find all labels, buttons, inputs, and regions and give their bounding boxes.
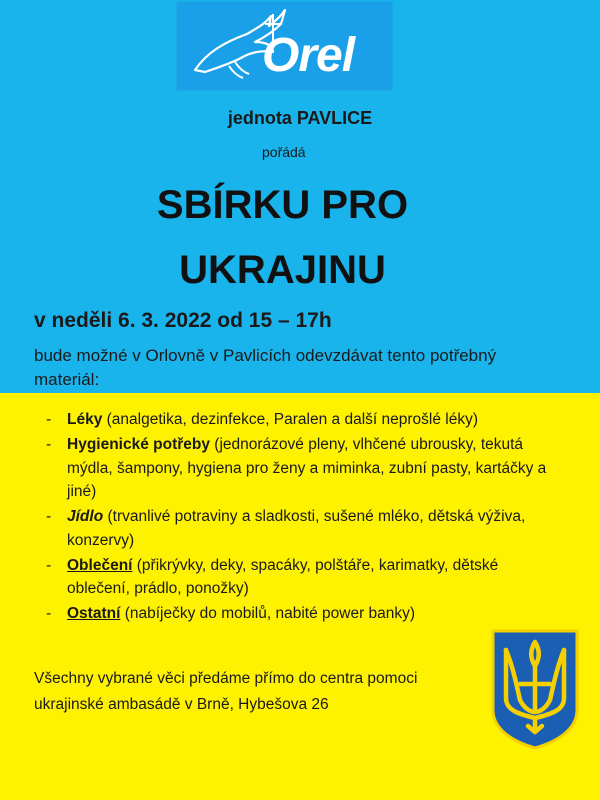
item-text: (jednorázové pleny, vlhčené ubrousky, tekutá mýdla, šampony, hygiena pro ženy a miminka, zubní pasty, kartáčky a jiné) xyxy=(67,436,547,500)
item-text: (analgetika, dezinfekce, Paralen a další neprošlé léky) xyxy=(102,411,478,428)
logo-text: Orel xyxy=(262,29,355,82)
item-text: (přikrývky, deky, spacáky, polštáře, karimatky, dětské oblečení, prádlo, ponožky) xyxy=(67,556,499,597)
list-item: - Jídlo (trvanlivé potraviny a sladkosti, sušené mléko, dětská výživa, konzervy) xyxy=(46,508,526,549)
event-date: v neděli 6. 3. 2022 od 15 – 17h xyxy=(34,309,332,332)
list-item: - Hygienické potřeby (jednorázové pleny, vlhčené ubrousky, tekutá mýdla, šampony, hygiena pro ženy a miminka, zubní pasty, kartáčky a jiné) xyxy=(46,436,547,500)
organizes-label: pořádá xyxy=(262,144,306,160)
intro-text: bude možné v Orlovně v Pavlicích odevzdávat tento potřebný materiál: xyxy=(34,346,497,389)
item-label: Jídlo xyxy=(67,508,104,525)
orel-logo xyxy=(177,2,392,90)
closing-text: Všechny vybrané věci předáme přímo do centra pomoci ukrajinské ambasádě v Brně, Hybešova 26 xyxy=(34,670,418,713)
item-label: Hygienické potřeby xyxy=(67,436,210,453)
list-item: - Oblečení (přikrývky, deky, spacáky, polštáře, karimatky, dětské oblečení, prádlo, ponožky) xyxy=(46,556,499,597)
donation-list xyxy=(34,408,554,627)
item-label: Léky xyxy=(67,411,103,428)
headline-line-1: SBÍRKU PRO xyxy=(156,183,409,227)
item-label: Oblečení xyxy=(67,556,133,574)
list-item: - Ostatní (nabíječky do mobilů, nabité power banky) xyxy=(46,605,416,622)
item-text: (trvanlivé potraviny a sladkosti, sušené mléko, dětská výživa, konzervy) xyxy=(67,508,526,549)
unit-name: jednota PAVLICE xyxy=(227,108,373,128)
item-text: (nabíječky do mobilů, nabité power banky) xyxy=(120,605,416,622)
ukraine-coat-of-arms-icon xyxy=(490,628,580,750)
headline-line-2: UKRAJINU xyxy=(179,248,386,292)
item-label: Ostatní xyxy=(67,605,121,622)
list-item: - Léky (analgetika, dezinfekce, Paralen a další neprošlé léky) xyxy=(46,411,478,428)
